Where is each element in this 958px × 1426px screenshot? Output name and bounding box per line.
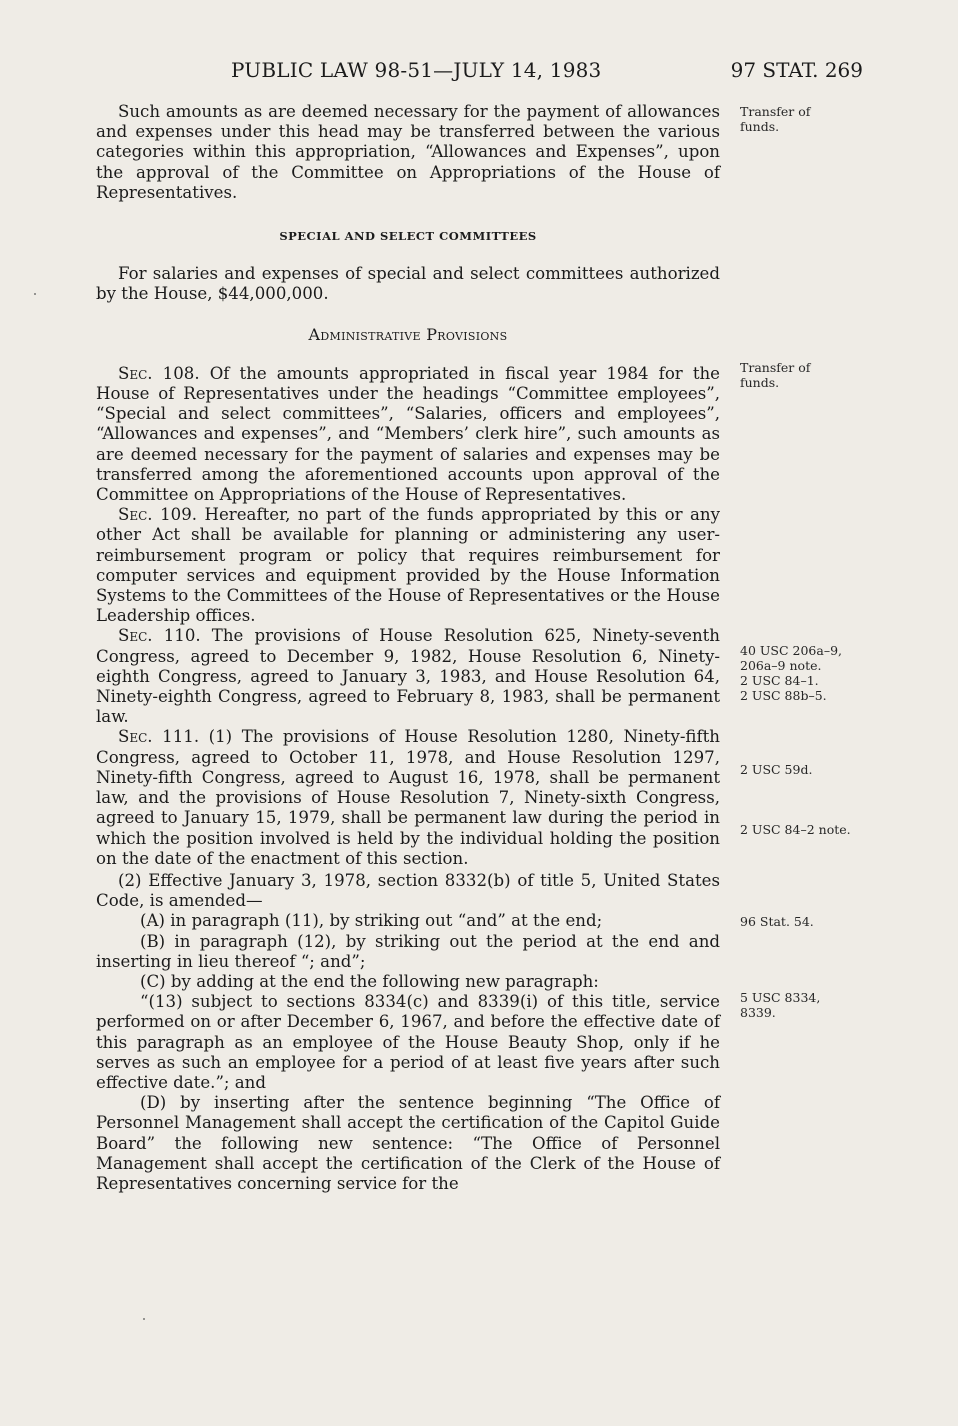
margin-note-line: 8339. bbox=[740, 1005, 776, 1020]
margin-note-5-usc-8334 bbox=[740, 990, 820, 1020]
margin-note-line: 2 USC 88b–5. bbox=[740, 688, 827, 703]
section-110-text: 110. The provisions of House Resolution 625, Ninety-seventh Congress, agreed to December 9, 1982, House Resolution 6, Ninety-eighth Congress, agreed to January 3, 1983, and House Resolution 64, Ninety-eighth Congress, agreed to February 8, 1983, shall be permanent law. bbox=[96, 626, 720, 727]
section-label: Sec. bbox=[118, 505, 153, 525]
margin-note-line: funds. bbox=[740, 119, 780, 134]
clause-a: (A) in paragraph (11), by striking out “and” at the end; bbox=[140, 911, 603, 931]
margin-note-line: 5 USC 8334, bbox=[740, 990, 821, 1005]
margin-note-2-usc-59d: 2 USC 59d. bbox=[740, 762, 813, 777]
section-label: Sec. bbox=[118, 727, 153, 747]
paragraph-2-amendment: (2) Effective January 3, 1978, section 8332(b) of title 5, United States Code, is amended— bbox=[96, 870, 720, 911]
section-109 bbox=[96, 505, 720, 626]
new-paragraph-13: “(13) subject to sections 8334(c) and 8339(i) of this title, service performed on or after December 6, 1967, and before the effective date of this paragraph as an employee of the House Beauty Shop, only if he serves as such an employee for a period of at least five years after such effective date.”; and bbox=[96, 992, 720, 1092]
margin-note-line: Transfer of bbox=[740, 104, 811, 119]
margin-note-transfer-of-funds-2 bbox=[740, 360, 810, 390]
section-111 bbox=[96, 727, 720, 868]
section-109-text: 109. Hereafter, no part of the funds appropriated by this or any other Act shall be available for planning or administering any user-reimbursement program or policy that requires reimbursement for computer services and equipment provided by the House Information Systems to the Committees of the House of Representatives or the House Leadership offices. bbox=[96, 505, 720, 626]
section-108-text: 108. Of the amounts appropriated in fiscal year 1984 for the House of Representatives under the headings “Committee employees”, “Special and select committees”, “Salaries, officers and employees”, “Allowances and expenses”, and “Members’ clerk hire”, such amounts as are deemed necessary for the payment of salaries and expenses may be transferred among the aforementioned accounts upon approval of the Committee on Appropriations of the House of Representatives. bbox=[96, 363, 720, 505]
section-108 bbox=[96, 364, 720, 505]
margin-note-line: funds. bbox=[740, 375, 780, 390]
margin-note-line: 206a–9 note. bbox=[740, 658, 822, 673]
clause-c: (C) by adding at the end the following new paragraph: bbox=[140, 971, 599, 991]
margin-note-transfer-of-funds bbox=[740, 104, 810, 134]
section-label: Sec. bbox=[118, 363, 153, 383]
paragraph-special-committees: For salaries and expenses of special and select committees authorized by the House, $44,000,000. bbox=[96, 264, 720, 304]
section-label: Sec. bbox=[118, 626, 153, 646]
page-title: PUBLIC LAW 98-51—JULY 14, 1983 bbox=[231, 58, 602, 82]
margin-note-line: 40 USC 206a–9, bbox=[740, 643, 843, 658]
margin-note-2-usc-84-2: 2 USC 84–2 note. bbox=[740, 822, 851, 837]
section-111-text: 111. (1) The provisions of House Resolution 1280, Ninety-fifth Congress, agreed to October 11, 1978, and House Resolution 1297, Ninety-fifth Congress, agreed to August 16, 1978, shall be permanent law, and the provisions of House Resolution 7, Ninety-sixth Congress, agreed to January 15, 1979, shall be permanent law during the period in which the position involved is held by the individual holding the position on the date of the enactment of this section. bbox=[96, 727, 720, 868]
heading-special-select-committees: SPECIAL AND SELECT COMMITTEES bbox=[279, 229, 537, 244]
margin-note-usc-citations bbox=[740, 643, 842, 703]
statute-page-number: 97 STAT. 269 bbox=[730, 58, 863, 82]
margin-note-line: 2 USC 84–1. bbox=[740, 673, 819, 688]
margin-note-line: Transfer of bbox=[740, 360, 811, 375]
body-text-column bbox=[96, 102, 720, 1194]
scan-speck bbox=[143, 1318, 145, 1320]
section-110 bbox=[96, 626, 720, 727]
clause-b: (B) in paragraph (12), by striking out the period at the end and inserting in lieu thereof “; and”; bbox=[96, 931, 720, 971]
heading-administrative-provisions: Administrative Provisions bbox=[308, 324, 508, 344]
clause-d: (D) by inserting after the sentence beginning “The Office of Personnel Management shall accept the certification of the Capitol Guide Board” the following new sentence: “The Office of Personnel Management shall accept the certification of the Clerk of the House of Representatives concerning service for the bbox=[96, 1093, 720, 1193]
paragraph-transfer-allowances: Such amounts as are deemed necessary for the payment of allowances and expenses under this head may be transferred between the various categories within this appropriation, “Allowances and Expenses”, upon the approval of the Committee on Appropriations of the House of Representatives. bbox=[96, 102, 720, 202]
page-header bbox=[0, 58, 958, 88]
scan-speck bbox=[34, 293, 36, 295]
margin-note-96-stat-54: 96 Stat. 54. bbox=[740, 914, 814, 929]
